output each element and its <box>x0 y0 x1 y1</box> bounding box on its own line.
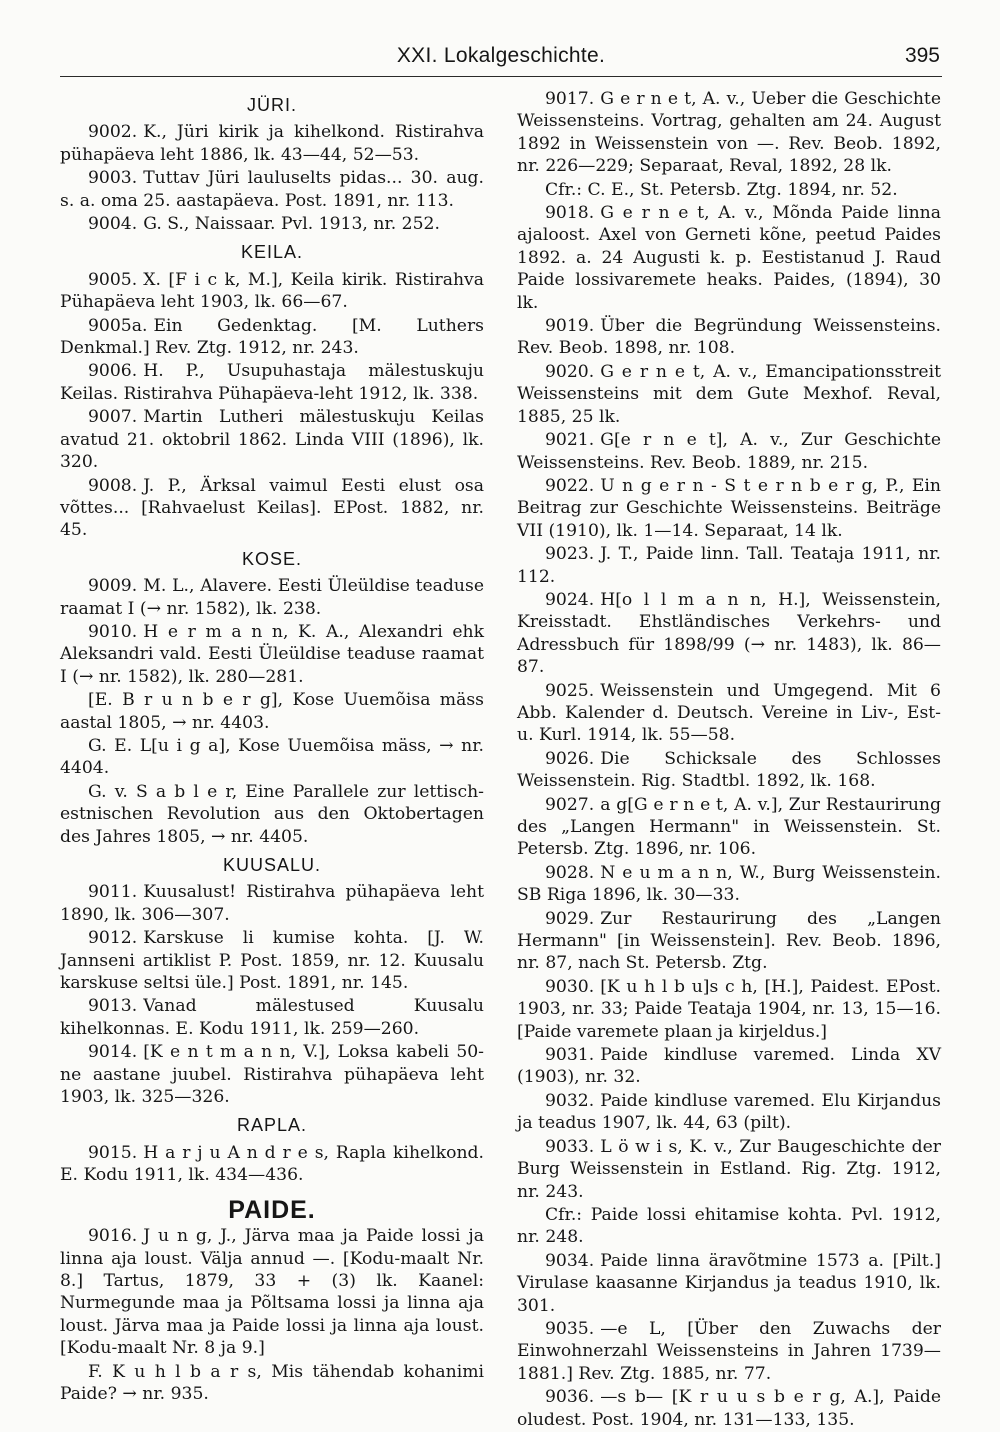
entry-text: Paide kindluse varemed. Linda XV (1903), nr. 32. <box>517 1045 941 1088</box>
bibliography-entry <box>517 589 941 679</box>
entry-text: Weissenstein und Umgegend. Mit 6 Abb. Kalender d. Deutsch. Vereine in Liv-, Est- u. Kurl. 1914, lk. 55—58. <box>517 680 941 746</box>
bibliography-entry <box>60 360 484 405</box>
entry-text: G. S., Naissaar. Pvl. 1913, nr. 252. <box>143 214 440 235</box>
entry-number: 9016. <box>88 1226 138 1247</box>
entry-number: 9014. <box>88 1042 138 1063</box>
bibliography-entry <box>60 1225 484 1359</box>
bibliography-entry <box>60 621 484 688</box>
entry-text: U n g e r n - S t e r n b e r g, P., Ein Beitrag zur Geschichte Weissensteins. Beiträge VII (1910), lk. 1—14. Separaat, 14 lk. <box>517 475 941 541</box>
entry-number: 9022. <box>545 475 595 496</box>
entry-text: Tuttav Jüri lauluselts pidas... 30. aug. s. a. oma 25. aastapäeva. Post. 1891, nr. 113. <box>60 168 484 211</box>
entry-text: Kuusalust! Ristirahva pühapäeva leht 1890, lk. 306—307. <box>60 882 484 925</box>
bibliography-entry <box>60 927 484 994</box>
entry-number: 9012. <box>88 928 138 949</box>
entry-number: 9033. <box>545 1136 595 1157</box>
bibliography-entry <box>517 1204 941 1249</box>
entry-number: 9003. <box>88 168 138 189</box>
bibliography-entry <box>517 794 941 861</box>
entry-text: [K u h l b u]s c h, [H.], Paidest. EPost. 1903, nr. 33; Paide Teataja 1904, nr. 13, 15—16. [Paide varemete plaan ja kirjeldus.] <box>517 976 941 1042</box>
entry-text: M. L., Alavere. Eesti Üleüldise teaduse raamat I (→ nr. 1582), lk. 238. <box>60 576 484 619</box>
entry-number: 9005. <box>88 269 138 290</box>
section-heading: KOSE. <box>241 548 303 569</box>
bibliography-entry <box>517 1090 941 1135</box>
section-heading: PAIDE. <box>228 1195 316 1224</box>
entry-text: Cfr.: C. E., St. Petersb. Ztg. 1894, nr. 52. <box>545 179 898 200</box>
entry-text: N e u m a n n, W., Burg Weissenstein. SB Riga 1896, lk. 30—33. <box>517 862 941 906</box>
bibliography-entry <box>60 475 484 542</box>
entry-number: 9036. <box>545 1387 595 1408</box>
entry-number: 9025. <box>545 680 595 701</box>
entry-number: 9008. <box>88 475 138 496</box>
bibliography-entry <box>517 862 941 907</box>
entry-text: Martin Lutheri mälestuskuju Keilas avatud 21. oktobril 1862. Linda VIII (1896), lk. 320. <box>60 407 484 473</box>
running-head <box>60 40 942 77</box>
left-column <box>60 88 484 1406</box>
entry-number: 9027. <box>545 794 595 815</box>
entry-number: 9019. <box>545 316 595 337</box>
entry-text: Paide linna äravõtmine 1573 a. [Pilt.] Virulase kaasanne Kirjandus ja teadus 1910, lk. 301. <box>517 1250 941 1316</box>
entry-text: L ö w i s, K. v., Zur Baugeschichte der Burg Weissenstein in Estland. Rig. Ztg. 1912, nr. 243. <box>517 1136 941 1202</box>
bibliography-entry <box>517 361 941 428</box>
bibliography-entry <box>517 179 941 201</box>
entry-number: 9028. <box>545 862 595 883</box>
entry-text: [E. B r u n b e r g], Kose Uuemõisa mäss aastal 1805, → nr. 4403. <box>60 690 484 733</box>
bibliography-entry <box>517 429 941 474</box>
bibliography-entry <box>517 1044 941 1089</box>
entry-text: J. T., Paide linn. Tall. Teataja 1911, nr. 112. <box>517 544 941 587</box>
entry-text: Vanad mälestused Kuusalu kihelkonnas. E. Kodu 1911, lk. 259—260. <box>60 996 484 1039</box>
bibliography-entry <box>60 269 484 314</box>
entry-number: 9032. <box>545 1090 595 1111</box>
bibliography-entry <box>517 543 941 588</box>
bibliography-entry <box>517 1250 941 1317</box>
entry-text: H e r m a n n, K. A., Alexandri ehk Aleksandri vald. Eesti Üleüldise teaduse raamat I (→ nr. 1582), lk. 280—281. <box>60 621 484 687</box>
entry-number: 9018. <box>545 203 595 224</box>
entry-number: 9010. <box>88 621 138 642</box>
bibliography-entry <box>60 995 484 1040</box>
bibliography-entry <box>60 1041 484 1108</box>
entry-text: Ein Gedenktag. [M. Luthers Denkmal.] Rev. Ztg. 1912, nr. 243. <box>60 315 484 359</box>
entry-text: G. v. S a b l e r, Eine Parallele zur lettisch-estnischen Revolution aus den Oktobertagen des Jahres 1805, → nr. 4405. <box>60 781 484 847</box>
entry-text: Die Schicksale des Schlosses Weissenstein. Rig. Stadtbl. 1892, lk. 168. <box>517 748 941 792</box>
section-heading: KEILA. <box>240 242 304 263</box>
entry-text: H a r j u A n d r e s, Rapla kihelkond. E. Kodu 1911, lk. 434—436. <box>60 1142 484 1186</box>
bibliography-entry <box>60 406 484 473</box>
entry-number: 9007. <box>88 407 138 428</box>
entry-number: 9030. <box>545 976 595 997</box>
entry-number: 9009. <box>88 576 138 597</box>
bibliography-entry <box>60 1361 484 1406</box>
entry-text: J. P., Ärksal vaimul Eesti elust osa võttes... [Rahvaelust Keilas]. EPost. 1882, nr. 45. <box>60 475 484 541</box>
entry-text: a g[G e r n e t, A. v.], Zur Restaurirung des „Langen Hermann" in Weissenstein. St. Petersb. Ztg. 1896, nr. 106. <box>517 794 941 860</box>
entry-text: G[e r n e t], A. v., Zur Geschichte Weissensteins. Rev. Beob. 1889, nr. 215. <box>517 430 941 473</box>
bibliography-entry <box>517 1136 941 1203</box>
bibliography-entry <box>517 976 941 1043</box>
entry-number: 9015. <box>88 1142 138 1163</box>
page-number: 395 <box>904 44 940 67</box>
entry-number: 9017. <box>545 89 595 109</box>
bibliography-entry <box>60 1142 484 1187</box>
bibliography-entry <box>517 1318 941 1385</box>
entry-text: Cfr.: Paide lossi ehitamise kohta. Pvl. 1912, nr. 248. <box>517 1204 941 1248</box>
bibliography-entry <box>60 167 484 212</box>
entry-number: 9021. <box>545 430 595 451</box>
bibliography-entry <box>517 88 941 178</box>
entry-text: Über die Begründung Weissensteins. Rev. Beob. 1898, nr. 108. <box>517 316 941 359</box>
bibliography-entry <box>517 680 941 747</box>
bibliography-entry <box>60 213 484 235</box>
entry-number: 9026. <box>545 748 595 769</box>
bibliography-entry <box>517 475 941 542</box>
entry-number: 9031. <box>545 1045 595 1066</box>
entry-number: 9029. <box>545 908 595 929</box>
entry-number: 9020. <box>545 361 595 382</box>
entry-text: H. P., Usupuhastaja mälestuskuju Keilas. Ristirahva Pühapäeva-leht 1912, lk. 338. <box>60 361 484 404</box>
section-heading: JÜRI. <box>247 95 297 115</box>
entry-number: 9035. <box>545 1318 595 1339</box>
bibliography-entry <box>517 908 941 975</box>
bibliography-entry <box>60 735 484 780</box>
chapter-title: XXI. Lokalgeschichte. <box>396 44 606 67</box>
entry-number: 9006. <box>88 361 138 382</box>
entry-text: Zur Restaurirung des „Langen Hermann" [in Weissenstein]. Rev. Beob. 1896, nr. 87, nach St. Petersb. Ztg. <box>517 908 941 974</box>
bibliography-entry <box>517 1386 941 1431</box>
entry-number: 9005a. <box>88 315 148 336</box>
entry-text: G. E. L[u i g a], Kose Uuemõisa mäss, → nr. 4404. <box>60 735 484 779</box>
entry-text: G e r n e t, A. v., Ueber die Geschichte Weissensteins. Vortrag, gehalten am 24. August 1892 in Weissenstein von —. Rev. Beob. 1892, nr. 226—229; Separaat, Reval, 1892, 28 lk. <box>517 89 941 177</box>
bibliography-entry <box>60 689 484 734</box>
entry-number: 9004. <box>88 214 138 235</box>
entry-number: 9034. <box>545 1250 595 1271</box>
entry-number: 9024. <box>545 589 595 610</box>
entry-text: J u n g, J., Järva maa ja Paide lossi ja linna aja loust. Välja annud —. [Kodu-maalt Nr. 8.] Tartus, 1879, 33 + (3) lk. Kaanel: Nurmegunde maa ja Põltsama lossi ja linna aja loust. Järva maa ja Paide lossi ja linna aja loust. [Kodu-maalt Nr. 8 ja 9.] <box>60 1226 484 1359</box>
entry-number: 9023. <box>545 544 595 565</box>
entry-text: —s b— [K r u u s b e r g, A.], Paide oludest. Post. 1904, nr. 131—133, 135. <box>517 1387 941 1430</box>
section-heading: RAPLA. <box>236 1115 308 1136</box>
entry-text: Karskuse li kumise kohta. [J. W. Jannseni artiklist P. Post. 1859, nr. 12. Kuusalu karskuse seltsi üle.] Post. 1891, nr. 145. <box>60 928 484 994</box>
bibliography-entry <box>60 781 484 848</box>
entry-number: 9002. <box>88 122 138 143</box>
bibliography-entry <box>517 202 941 314</box>
entry-text: —e L, [Über den Zuwachs der Einwohnerzahl Weissensteins in Jahren 1739—1881.] Rev. Ztg. 1885, nr. 77. <box>517 1318 941 1384</box>
entry-text: G e r n e t, A. v., Mõnda Paide linna ajaloost. Axel von Gerneti kõne, peetud Paides 1892. a. 24 Augusti k. p. Eestistanud J. Raud Paide lossivaremete heaks. Paides, (1894), 30 lk. <box>517 203 941 313</box>
entry-text: K., Jüri kirik ja kihelkond. Ristirahva pühapäeva leht 1886, lk. 43—44, 52—53. <box>60 122 484 165</box>
entry-text: Paide kindluse varemed. Elu Kirjandus ja teadus 1907, lk. 44, 63 (pilt). <box>517 1090 941 1134</box>
bibliography-entry <box>517 315 941 360</box>
right-column <box>517 88 941 1432</box>
entry-text: G e r n e t, A. v., Emancipationsstreit Weissensteins mit dem Gute Mexhof. Reval, 1885, 25 lk. <box>517 361 941 427</box>
bibliography-entry <box>517 748 941 793</box>
bibliography-entry <box>60 575 484 620</box>
entry-number: 9011. <box>88 882 138 903</box>
entry-text: F. K u h l b a r s, Mis tähendab kohanimi Paide? → nr. 935. <box>60 1361 484 1404</box>
entry-text: H[o l l m a n n, H.], Weissenstein, Kreisstadt. Ehstländisches Verkehrs- und Adressbuch für 1898/99 (→ nr. 1483), lk. 86—87. <box>517 589 941 678</box>
entry-number: 9013. <box>88 996 138 1017</box>
section-heading: KUUSALU. <box>222 855 322 875</box>
bibliography-entry <box>60 315 484 360</box>
entry-text: [K e n t m a n n, V.], Loksa kabeli 50-ne aastane juubel. Ristirahva pühapäeva leht 1903, lk. 325—326. <box>60 1042 484 1108</box>
bibliography-entry <box>60 881 484 926</box>
bibliography-entry <box>60 121 484 166</box>
entry-text: X. [F i c k, M.], Keila kirik. Ristirahva Pühapäeva leht 1903, lk. 66—67. <box>60 269 484 313</box>
